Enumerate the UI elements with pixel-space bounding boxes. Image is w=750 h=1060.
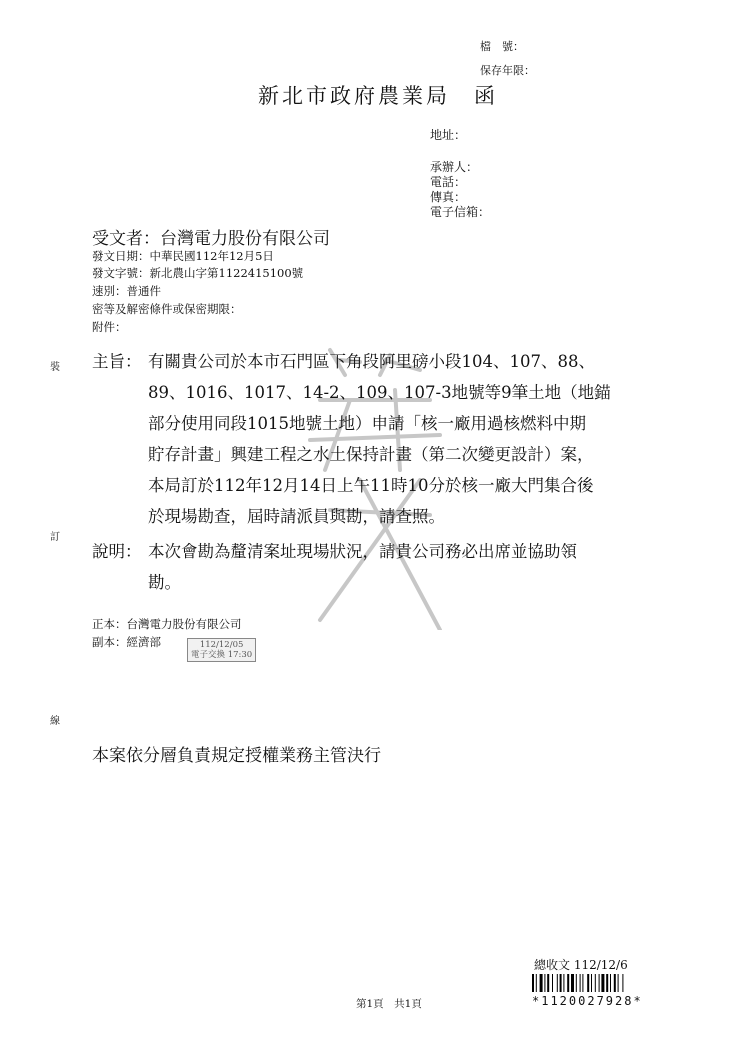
explanation-line: 本次會勘為釐清案址現場狀況，請貴公司務必出席並協助領 <box>148 542 577 561</box>
barcode-number: *1120027928* <box>532 994 643 1008</box>
recipient: 受文者：台灣電力股份有限公司 <box>92 229 330 249</box>
subject-line: 本局訂於112年12月14日上午11時10分於核一廠大門集合後 <box>148 476 594 495</box>
file-number-label: 檔 號： <box>480 40 524 53</box>
issue-number: 發文字號：新北農山字第1122415100號 <box>92 266 304 280</box>
receipt-label: 總收文 112/12/6 <box>534 958 628 972</box>
attachments: 附件： <box>92 320 127 334</box>
delegation-note: 本案依分層負責規定授權業務主管決行 <box>92 746 381 766</box>
stamp-org: 電子交換 <box>191 650 226 660</box>
line-mark: 線 <box>50 716 60 727</box>
address-label: 地址： <box>430 128 467 142</box>
handler-label: 承辦人： <box>430 160 479 174</box>
fax-label: 傳真： <box>430 190 467 204</box>
explanation-line: 勘。 <box>148 573 181 592</box>
electronic-exchange-stamp <box>187 638 256 662</box>
original-recipient: 正本：台灣電力股份有限公司 <box>92 617 242 631</box>
secrecy-terms: 密等及解密條件或保密期限： <box>92 302 242 316</box>
subject-line: 於現場勘查，屆時請派員與勘，請查照。 <box>148 507 445 526</box>
staple-mark: 訂 <box>50 532 60 543</box>
subject-line: 部分使用同段1015地號土地）申請「核一廠用過核燃料中期 <box>148 414 586 433</box>
phone-label: 電話： <box>430 175 467 189</box>
explanation-label: 說明： <box>92 542 142 561</box>
stamp-time-org <box>191 650 252 660</box>
page-number: 第1頁 共1頁 <box>356 998 422 1010</box>
issue-date: 發文日期：中華民國112年12月5日 <box>92 249 274 263</box>
stamp-time: 17:30 <box>227 650 253 660</box>
retention-period-label: 保存年限： <box>480 64 535 77</box>
document-title: 新北市政府農業局 函 <box>258 84 498 108</box>
binding-mark: 裝 <box>50 362 60 373</box>
speed-category: 速別：普通件 <box>92 284 161 298</box>
subject-line: 89、1016、1017、14-2、109、107-3地號等9筆土地（地錨 <box>148 383 611 402</box>
subject-line: 有關貴公司於本市石門區下角段阿里磅小段104、107、88、 <box>148 352 595 371</box>
subject-label: 主旨： <box>92 352 142 371</box>
stamp-date: 112/12/05 <box>199 640 244 650</box>
subject-line: 貯存計畫」興建工程之水土保持計畫（第二次變更設計）案， <box>148 445 594 464</box>
email-label: 電子信箱： <box>430 205 491 219</box>
copy-recipient: 副本：經濟部 <box>92 635 161 649</box>
